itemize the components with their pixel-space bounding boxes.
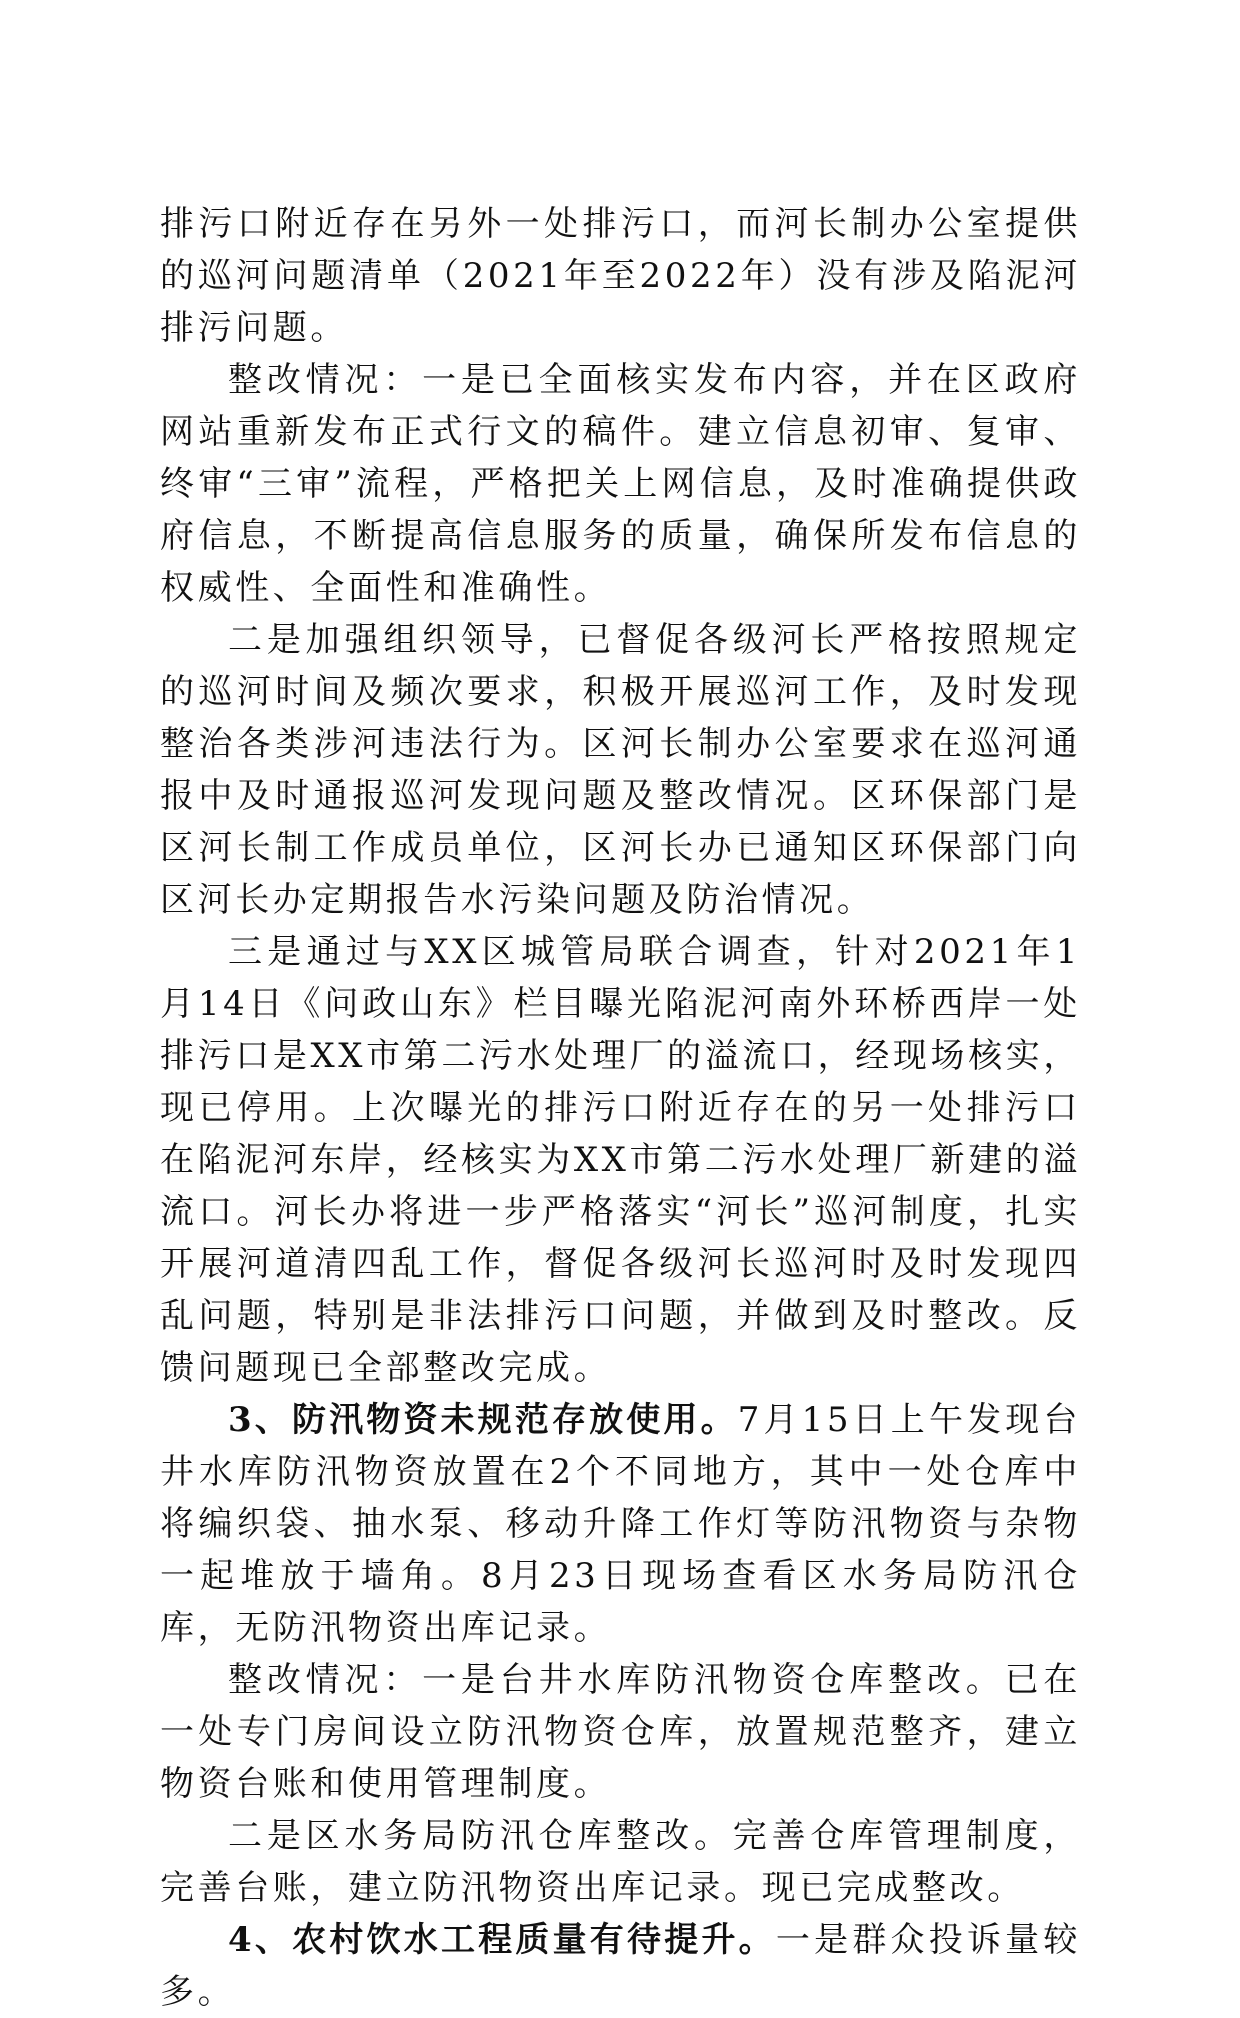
document-page	[160, 198, 1081, 2018]
issue-4-body: 一是群众投诉量较多。	[160, 1920, 1081, 2012]
paragraph-rectification-1: 整改情况：一是已全面核实发布内容，并在区政府网站重新发布正式行文的稿件。建立信息初审、复审、终审“三审”流程，严格把关上网信息，及时准确提供政府信息，不断提高信息服务的质量，确保所发布信息的权威性、全面性和准确性。	[160, 360, 1081, 608]
issue-3-body: 7月15日上午发现台井水库防汛物资放置在2个不同地方，其中一处仓库中将编织袋、抽水泵、移动升降工作灯等防汛物资与杂物一起堆放于墙角。8月23日现场查看区水务局防汛仓库，无防汛物资出库记录。	[160, 1400, 1081, 1648]
issue-4-heading: 4、农村饮水工程质量有待提升。	[228, 1920, 776, 1960]
paragraph-issue-3-rectification-1: 整改情况：一是台井水库防汛物资仓库整改。已在一处专门房间设立防汛物资仓库，放置规范整齐，建立物资台账和使用管理制度。	[160, 1660, 1081, 1804]
paragraph-rectification-2: 二是加强组织领导，已督促各级河长严格按照规定的巡河时间及频次要求，积极开展巡河工作，及时发现整治各类涉河违法行为。区河长制办公室要求在巡河通报中及时通报巡河发现问题及整改情况。区环保部门是区河长制工作成员单位，区河长办已通知区环保部门向区河长办定期报告水污染问题及防治情况。	[160, 620, 1081, 920]
paragraph-issue-3-rectification-2: 二是区水务局防汛仓库整改。完善仓库管理制度，完善台账，建立防汛物资出库记录。现已完成整改。	[160, 1816, 1081, 1908]
paragraph-issue-4	[160, 1914, 1081, 2018]
paragraph-rectification-3: 三是通过与XX区城管局联合调查，针对2021年1月14日《问政山东》栏目曝光陷泥河南外环桥西岸一处排污口是XX市第二污水处理厂的溢流口，经现场核实，现已停用。上次曝光的排污口附近存在的另一处排污口在陷泥河东岸，经核实为XX市第二污水处理厂新建的溢流口。河长办将进一步严格落实“河长”巡河制度，扎实开展河道清四乱工作，督促各级河长巡河时及时发现四乱问题，特别是非法排污口问题，并做到及时整改。反馈问题现已全部整改完成。	[160, 932, 1081, 1388]
paragraph-issue-3	[160, 1394, 1081, 1654]
issue-3-heading: 3、防汛物资未规范存放使用。	[228, 1400, 738, 1440]
paragraph-continuation: 排污口附近存在另外一处排污口，而河长制办公室提供的巡河问题清单（2021年至2022年）没有涉及陷泥河排污问题。	[160, 204, 1081, 348]
